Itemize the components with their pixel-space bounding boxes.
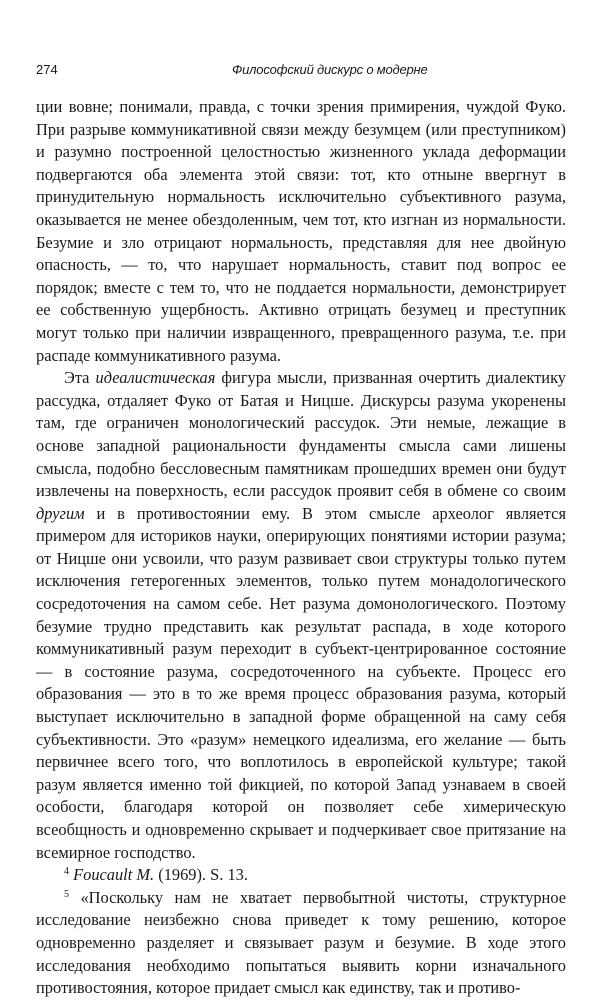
- text-run: Эта: [64, 368, 96, 388]
- book-page: [36, 62, 566, 1000]
- body-text: [36, 96, 566, 1000]
- footnote-author: Foucault M.: [73, 865, 155, 885]
- footnote-mark: 5: [64, 888, 69, 900]
- paragraph-idealist-figure: [36, 367, 566, 864]
- running-title: Философский дискурс о модерне: [232, 62, 428, 77]
- emphasis-drugim: другим: [36, 503, 85, 523]
- footnote-text: «Поскольку нам не хватает первобытной чистоты, структурное исследование неизбежно снова приведет к тому решению, которое одновременно разделяет и связывает разум и безумие. В ходе этого исследования необходимо попытаться выявить корни изначального противостояния, которое придает смысл как единству, так и противо-: [36, 887, 566, 998]
- footnote-4: [36, 864, 566, 887]
- text-run: фигура мысли, призванная очертить диалектику рассудка, отдаляет Фуко от Батая и Ницше. Дискурсы разума укоренены там, где ограничен монологический рассудок. Эти немые, лежащие в основе западной рациональности фундаменты смысла сами лишены смысла, подобно бессловесным памятникам прошедших времен они будут извлечены на поверхность, если рассудок проявит себя в обмене со своим: [36, 368, 566, 501]
- paragraph-continuation: ции вовне; понимали, правда, с точки зрения примирения, чуждой Фуко. При разрыве коммуникативной связи между безумцем (или преступником) и разумно построенной целостностью жизненного уклада деформации подвергаются оба элемента этой связи: тот, кто отныне ввергнут в принудительную нормальность исключительно субъективного разума, оказывается не менее обездоленным, чем тот, кто изгнан из нормальности. Безумие и зло отрицают нормальность, представляя для нее двойную опасность, — то, что нарушает нормальность, ставит под вопрос ее порядок; вместе с тем то, что не поддается нормальности, демонстрирует ее собственную ущербность. Активно отрицать безумец и преступник могут только при наличии извращенного, превращенного разума, т.е. при распаде коммуникативного разума.: [36, 97, 566, 365]
- text-run: и в противостоянии ему. В этом смысле археолог является примером для историков науки, оперирующих понятиями истории разума; от Ницше они усвоили, что разум развивает свои структуры только путем исключения гетерогенных элементов, только путем монадологического сосредоточения на самом себе. Нет разума домонологического. Поэтому безумие трудно представить как результат распада, в ходе которого коммуникативный разум переходит в субъект-центрированное состояние — в состояние разума, сосредоточенного на субъекте. Процесс его образования — это в то же время процесс образования разума, который выступает исключительно в западной форме обращенной на саму себя субъективности. Это «разум» немецкого идеализма, его желание — быть первичнее всего того, что воплотилось в европейской культуре; такой разум является именно той фикцией, по которой Запад узнаваем в своей особости, благодаря которой он позволяет себе химерическую всеобщность и одновременно скрывает и подчеркивает свое притязание на всемирное господство.: [36, 503, 566, 862]
- footnote-mark: 4: [64, 866, 69, 878]
- footnote-5: [36, 887, 566, 1000]
- footnote-text: (1969). S. 13.: [154, 865, 248, 885]
- emphasis-idealisticheskaya: идеалистическая: [95, 368, 216, 388]
- page-number: 274: [36, 62, 58, 77]
- page-header: [36, 62, 566, 84]
